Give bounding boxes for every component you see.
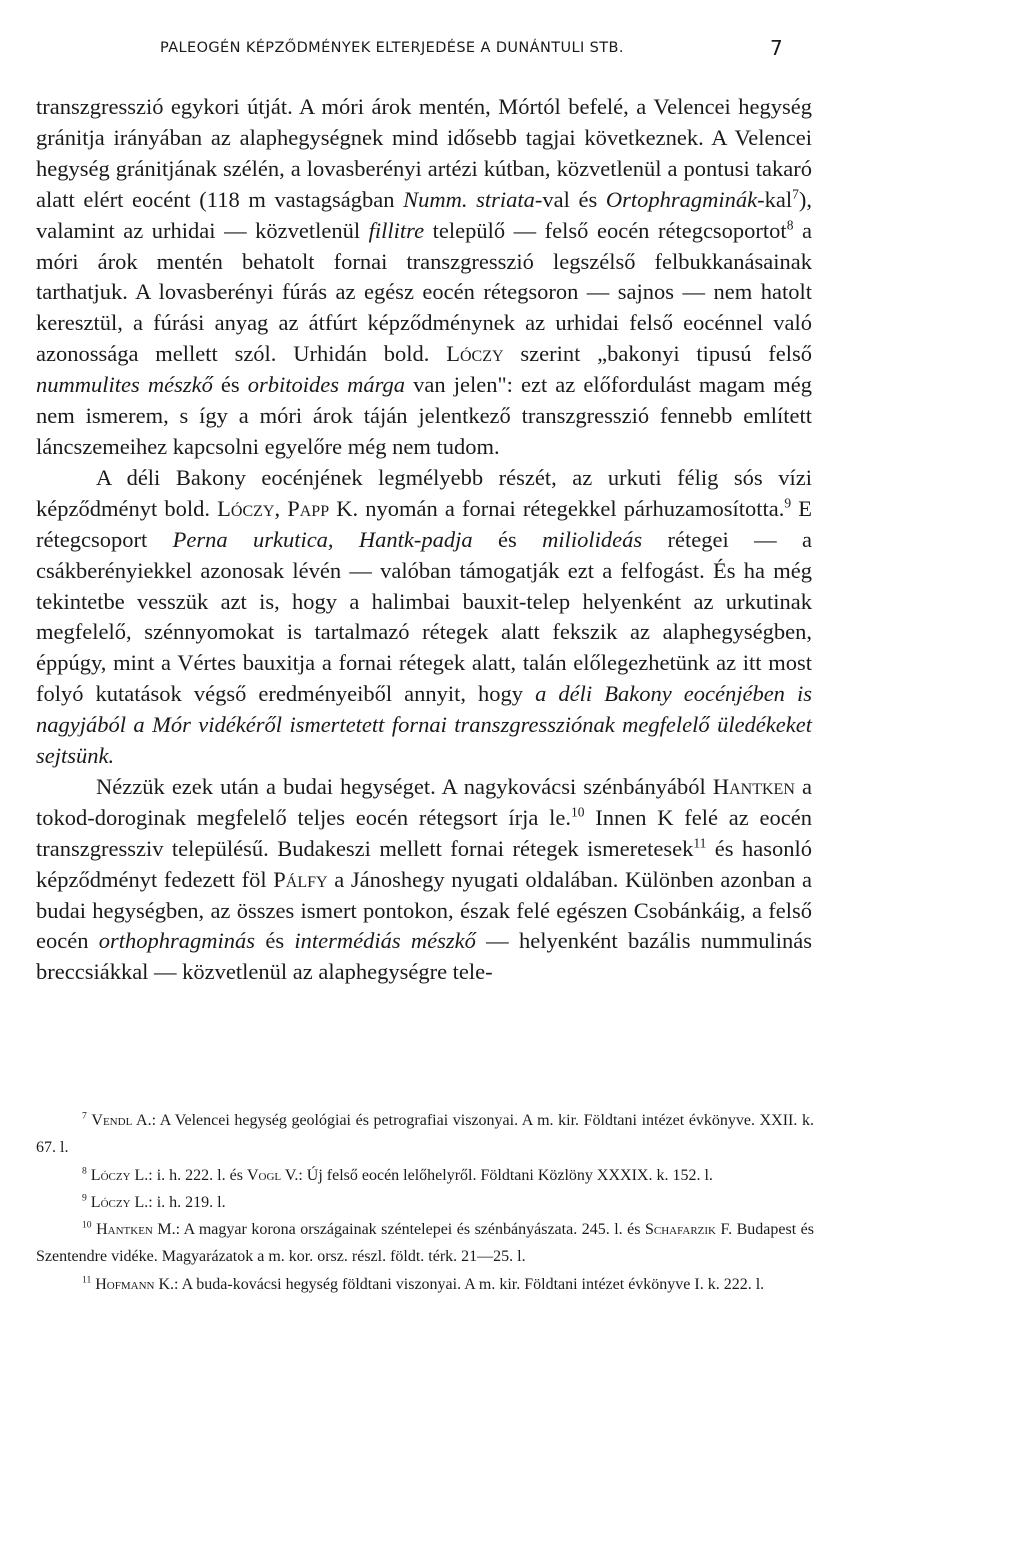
author-name: Hantken xyxy=(96,1221,153,1239)
footnote-marker: 7 xyxy=(82,1110,87,1122)
text-run: van jelen": ezt az előfordulást magam még nem ismerem, s így a móri árok táján jelentkező transzgresszió fennebb említett láncszemeihez kapcsolni egyelőre még nem tudom. xyxy=(36,372,812,459)
footnote-marker: 8 xyxy=(82,1165,87,1177)
text-run: a tokod-doroginak megfelelő teljes eocén rétegsort írja le. xyxy=(36,773,812,830)
italic-text: miliolideás xyxy=(542,526,643,552)
text-run: -val és xyxy=(534,186,606,212)
author-name: Pálfy xyxy=(273,866,328,892)
italic-text: fillitre xyxy=(368,217,425,243)
text-run: — helyenként bazális nummulinás breccsiákkal — közvetlenül az alaphegységre tele- xyxy=(36,928,812,985)
footnote xyxy=(36,1216,814,1271)
text-run: K. nyomán a fornai rétegekkel párhuzamosította. xyxy=(329,495,785,521)
text-run: V.: Új felső eocén lelőhelyről. Földtani Közlöny XXXIX. k. 152. l. xyxy=(281,1166,713,1184)
italic-text: orthophragminás xyxy=(98,928,256,954)
text-run: szerint „bakonyi tipusú felső xyxy=(503,341,812,367)
author-name: Lóczy xyxy=(90,1166,131,1184)
italic-text: orbitoides márga xyxy=(247,372,406,398)
text-run: a Jánoshegy nyugati oldalában. Különben azonban a budai hegységben, az összes ismert pontokon, észak felé egészen Csobánkáig, a felső eocén xyxy=(36,866,812,954)
footnotes xyxy=(36,1107,814,1298)
author-name: Hantken xyxy=(712,773,795,799)
text-run: transzgresszió egykori útját. A móri árok mentén, Mórtól befelé, a Velencei hegység gránitja irányában az alaphegységnek mind idősebb tagjai következnek. A Velencei hegység gránitjának szélén, a lovasberényi artézi kútban, közvetlenül a pontusi takaró alatt elért eocént (118 m vastagságban xyxy=(36,94,812,212)
footnote-marker: 11 xyxy=(693,835,707,851)
text-run: A déli Bakony eocénjének legmélyebb részét, az urkuti félig sós vízi képződményt bold. xyxy=(36,464,812,521)
text-run: , xyxy=(274,495,288,521)
footnote xyxy=(36,1189,814,1216)
author-name: Hofmann xyxy=(95,1275,155,1293)
footnote xyxy=(36,1107,814,1162)
text-run: Innen K felé az eocén transzgressziv településű. Budakeszi mellett fornai rétegek ismeretesek xyxy=(36,804,812,861)
footnote-marker: 9 xyxy=(784,495,792,511)
author-name: Vendl xyxy=(91,1112,133,1129)
text-run: a móri árok mentén behatolt fornai transzgresszió legszélső felbukkanásainak tarthatjuk. A lovasberényi fúrás az egész eocén rétegsoron — sajnos — nem hatolt keresztül, a fúrási anyag az átfúrt képződménynek az urhidai felső eocénnel való azonossága mellett szól. Urhidán bold. xyxy=(36,217,812,367)
text-run: A.: A Velencei hegység geológiai és petrografiai viszonyai. A m. kir. Földtani intézet évkönyve. XXII. k. 67. l. xyxy=(36,1112,814,1157)
text-run: települő — felső eocén rétegcsoportot xyxy=(424,217,787,243)
author-name: Vogl xyxy=(246,1166,282,1184)
italic-text: Ortophragminák xyxy=(605,186,758,212)
italic-text: a déli Bakony eocénjében is nagyjából a Mór vidékéről ismertetett fornai transzgressziónak megfelelő üledékeket sejtsünk. xyxy=(36,681,812,769)
author-name: Lóczy xyxy=(90,1193,131,1211)
footnote-marker: 10 xyxy=(82,1219,92,1231)
text-run: Nézzük ezek után a budai hegységet. A nagykovácsi szénbányából xyxy=(96,773,713,799)
text-run: és xyxy=(255,928,295,954)
text-run: és hasonló képződményt fedezett föl xyxy=(36,835,812,892)
text-run: és xyxy=(212,372,248,398)
text-run: E rétegcsoport xyxy=(36,495,813,552)
footnote-marker: 8 xyxy=(786,217,794,233)
body-paragraph xyxy=(36,772,812,988)
italic-text: Perna urkutica, Hantk-padja xyxy=(172,526,473,552)
author-name: Lóczy xyxy=(217,495,275,521)
italic-text: Numm. striata xyxy=(403,186,535,212)
footnote-marker: 10 xyxy=(571,804,585,820)
author-name: Papp xyxy=(287,495,330,521)
text-run: K.: A buda-kovácsi hegység földtani viszonyai. A m. kir. Földtani intézet évkönyve I. k. 222. l. xyxy=(154,1275,765,1293)
running-head xyxy=(0,36,1024,70)
footnote xyxy=(36,1271,814,1298)
text-run: F. Budapest és Szentendre vidéke. Magyarázatok a m. kor. orsz. részl. földt. térk. 21—25. l. xyxy=(36,1221,814,1266)
footnote xyxy=(36,1162,814,1189)
text-run: és xyxy=(472,526,543,552)
footnote-marker: 7 xyxy=(792,186,799,202)
body-text xyxy=(36,92,812,988)
author-name: Schafarzik xyxy=(644,1221,716,1239)
text-run: L.: i. h. 222. l. és xyxy=(130,1166,247,1184)
author-name: Lóczy xyxy=(446,341,504,367)
text-run: rétegei — a csákberényiekkel azonosak lévén — valóban támogatják ezt a felfogást. És ha még tekintetbe vesszük azt is, hogy a halimbai bauxit-telep helyenként az urkutinak megfelelő, szénnyomokat is tartalmazó rétegek alatt fekszik az alaphegységben, éppúgy, mint a Vértes bauxitja a fornai rétegek alatt, talán előlegezhetünk az itt most folyó kutatások végső eredményeiből annyit, hogy xyxy=(36,526,812,707)
text-run: -kal xyxy=(757,186,793,212)
footnote-marker: 11 xyxy=(82,1274,92,1286)
footnote-marker: 9 xyxy=(82,1192,87,1204)
page-number: 7 xyxy=(770,36,783,60)
text-run: ), valamint az urhidai — közvetlenül xyxy=(36,186,812,243)
body-paragraph xyxy=(36,92,812,463)
italic-text: intermédiás mészkő xyxy=(294,928,476,954)
text-run: L.: i. h. 219. l. xyxy=(130,1193,226,1211)
running-title: PALEOGÉN KÉPZŐDMÉNYEK ELTERJEDÉSE A DUNÁNTULI STB. xyxy=(160,40,624,56)
body-paragraph xyxy=(36,463,812,772)
italic-text: nummulites mészkő xyxy=(36,372,213,398)
text-run: M.: A magyar korona országainak széntelepei és szénbányászata. 245. l. és xyxy=(152,1221,645,1239)
